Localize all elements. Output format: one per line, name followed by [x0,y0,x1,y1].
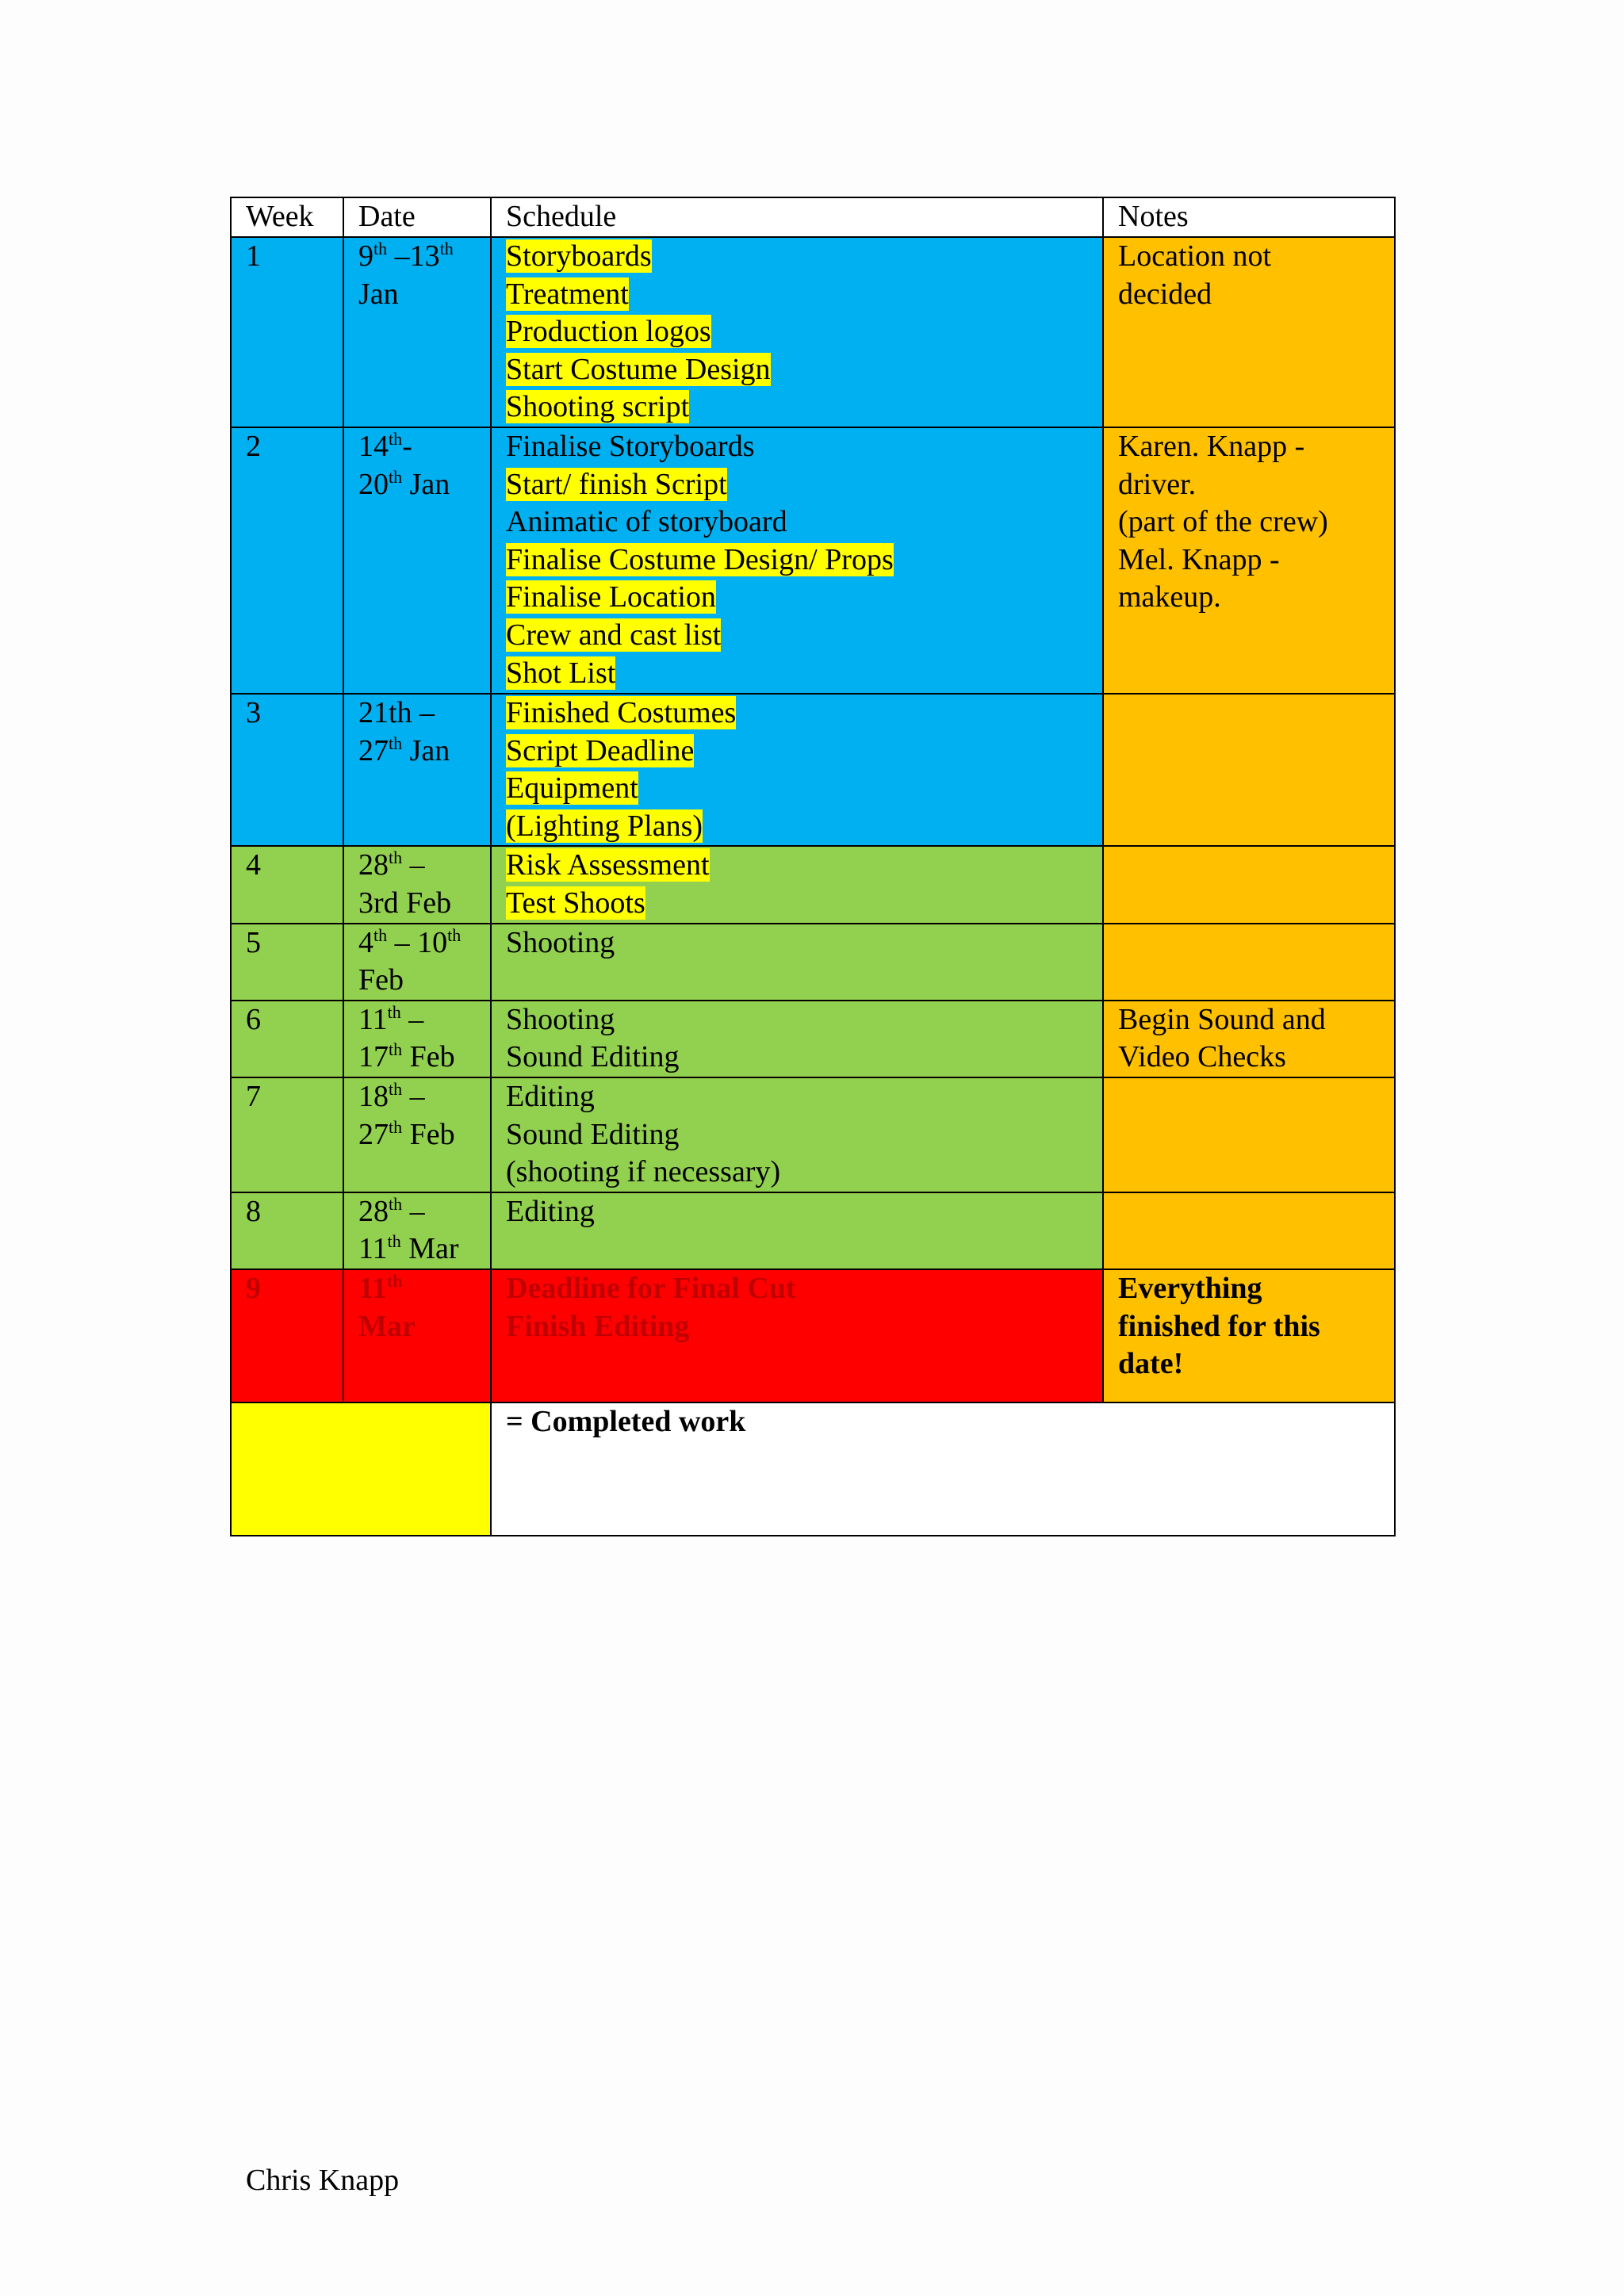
legend-row [231,1402,1395,1536]
header-date: Date [343,197,491,237]
schedule-item: Editing [506,1194,595,1228]
week-cell: 8 [231,1192,343,1269]
date-cell: 28th – 11th Mar [343,1192,491,1269]
week-cell: 1 [231,237,343,427]
table-row [231,846,1395,923]
schedule-item: Shooting [506,1002,615,1036]
header-schedule: Schedule [491,197,1103,237]
week-cell: 3 [231,694,343,846]
week-cell: 9 [231,1269,343,1402]
table-header-row [231,197,1395,237]
schedule-item: Crew and cast list [506,618,722,652]
schedule-cell [491,846,1103,923]
schedule-cell [491,427,1103,694]
notes-cell: Karen. Knapp - driver. (part of the crew) Mel. Knapp - makeup. [1103,427,1395,694]
date-cell: 21th – 27th Jan [343,694,491,846]
schedule-item: Shooting [506,925,615,959]
table-row-deadline [231,1269,1395,1402]
notes-cell [1103,924,1395,1001]
schedule-cell [491,1269,1103,1402]
notes-cell [1103,1192,1395,1269]
date-cell: 28th – 3rd Feb [343,846,491,923]
notes-cell [1103,1077,1395,1192]
schedule-item: Equipment [506,771,638,806]
table-row [231,694,1395,846]
notes-cell: Location not decided [1103,237,1395,427]
date-cell: 18th – 27th Feb [343,1077,491,1192]
notes-cell: Everything finished for this date! [1103,1269,1395,1402]
schedule-item: Treatment [506,277,629,311]
schedule-item: Sound Editing [506,1040,680,1074]
date-cell: 11th – 17th Feb [343,1001,491,1077]
table-row [231,1192,1395,1269]
notes-cell [1103,846,1395,923]
legend-swatch-completed [231,1402,491,1536]
date-cell: 9th –13th Jan [343,237,491,427]
schedule-item: Shot List [506,656,616,690]
schedule-item: Test Shoots [506,886,645,920]
header-notes: Notes [1103,197,1395,237]
schedule-cell [491,237,1103,427]
week-cell: 6 [231,1001,343,1077]
schedule-item: Storyboards [506,239,652,273]
table-row [231,237,1395,427]
schedule-item: Start/ finish Script [506,467,727,501]
schedule-item: Sound Editing [506,1117,680,1151]
table-row [231,427,1395,694]
schedule-cell [491,924,1103,1001]
footer-author: Chris Knapp [246,2164,400,2197]
week-cell: 5 [231,924,343,1001]
table-row [231,1001,1395,1077]
schedule-item: Finished Costumes [506,696,737,729]
schedule-cell [491,1077,1103,1192]
schedule-item: Deadline for Final Cut [506,1271,796,1305]
production-schedule-table [230,197,1396,1536]
date-cell: 14th- 20th Jan [343,427,491,694]
date-cell: 11th Mar [343,1269,491,1402]
schedule-cell [491,1192,1103,1269]
header-week: Week [231,197,343,237]
schedule-item: Finalise Storyboards [506,430,755,463]
schedule-cell [491,694,1103,846]
legend-label: = Completed work [491,1402,1395,1536]
week-cell: 4 [231,846,343,923]
week-cell: 7 [231,1077,343,1192]
schedule-item: Finish Editing [506,1309,690,1343]
schedule-item: (shooting if necessary) [506,1155,781,1189]
schedule-cell [491,1001,1103,1077]
schedule-item: Script Deadline [506,733,695,767]
notes-cell [1103,694,1395,846]
schedule-item: Shooting script [506,390,690,424]
schedule-item: (Lighting Plans) [506,809,703,843]
week-cell: 2 [231,427,343,694]
date-cell: 4th – 10th Feb [343,924,491,1001]
schedule-item: Finalise Location [506,580,716,614]
table-row [231,924,1395,1001]
schedule-item: Editing [506,1079,595,1113]
schedule-item: Risk Assessment [506,848,710,882]
schedule-item: Production logos [506,315,711,349]
schedule-item: Finalise Costume Design/ Props [506,542,894,576]
schedule-item: Start Costume Design [506,352,771,386]
schedule-item: Animatic of storyboard [506,505,787,539]
table-row [231,1077,1395,1192]
notes-cell: Begin Sound and Video Checks [1103,1001,1395,1077]
